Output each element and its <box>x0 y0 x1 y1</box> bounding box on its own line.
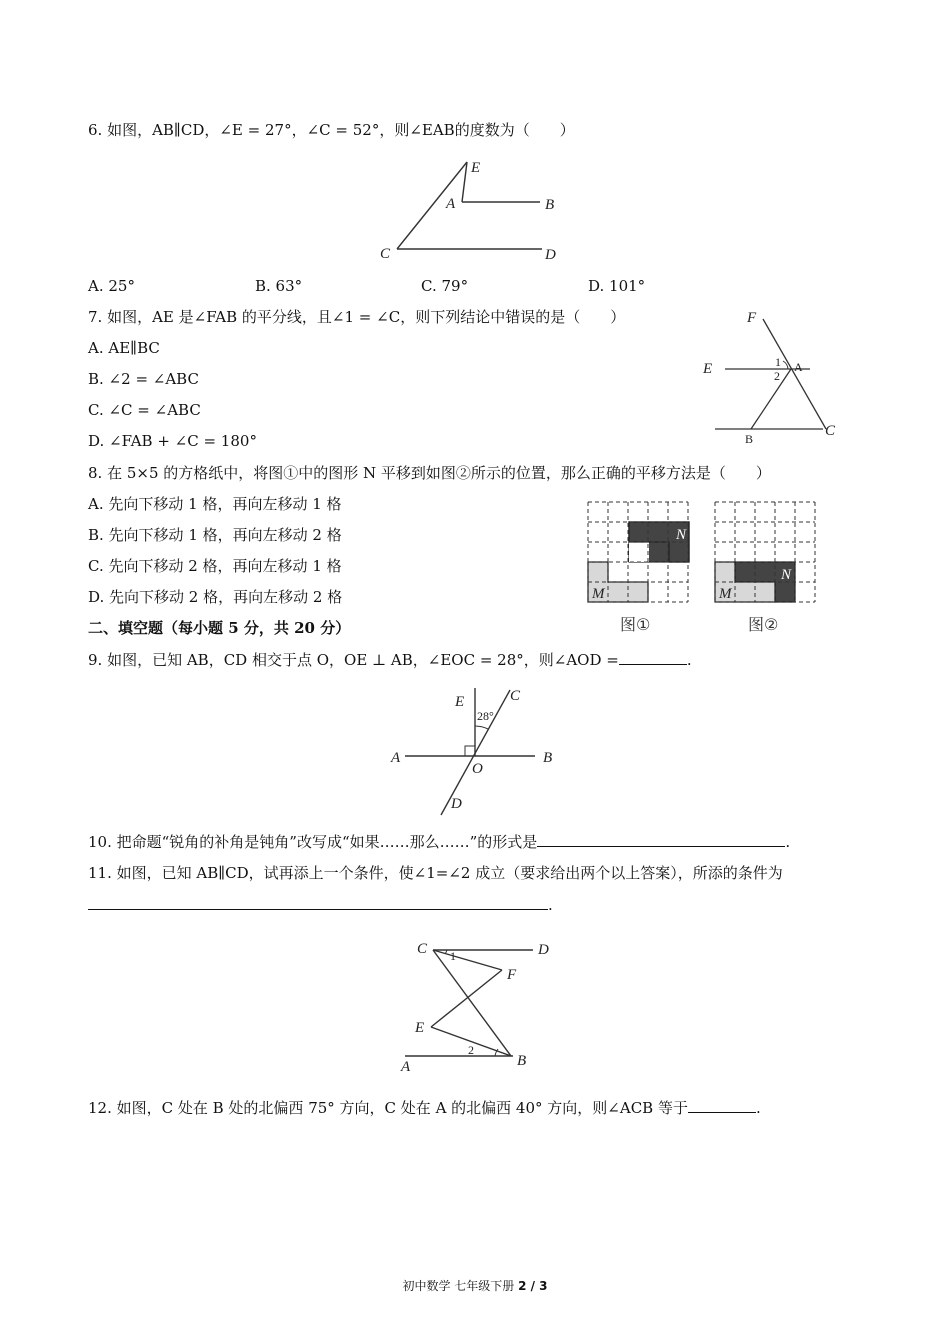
q11-label-2: 2 <box>468 1043 474 1057</box>
q10-answer-blank[interactable] <box>537 832 785 847</box>
q7-label-b: B <box>745 432 754 446</box>
q8-option-b: B. 先向下移动 1 格，再向左移动 2 格 <box>88 526 342 544</box>
q11-label-1: 1 <box>450 949 456 963</box>
q7-label-a: A <box>794 360 803 374</box>
q6-label-c: C <box>380 246 391 262</box>
q7-label-f: F <box>747 310 757 326</box>
q6-label-d: D <box>545 247 556 263</box>
q8-option-a: A. 先向下移动 1 格，再向左移动 1 格 <box>88 495 342 513</box>
q7-option-c: C. ∠C = ∠ABC <box>88 401 201 419</box>
q11-label-d: D <box>538 942 549 958</box>
q11-answer-blank[interactable] <box>88 895 548 910</box>
q7-label-1: 1 <box>775 355 781 369</box>
q8-fig2-label-n: N <box>781 567 792 583</box>
q7-label-2: 2 <box>774 369 780 383</box>
q12-line <box>88 1098 761 1118</box>
q9-label-o: O <box>472 761 483 777</box>
q9-figure <box>385 680 565 820</box>
q9-label-d: D <box>451 796 462 812</box>
q11-answer-line <box>88 895 553 915</box>
q12-stem: 12. 如图，C 处在 B 处的北偏西 75° 方向，C 处在 A 的北偏西 40° 方向，则∠ACB 等于 <box>88 1099 688 1117</box>
q9-label-b: B <box>543 750 553 766</box>
q9-label-28: 28° <box>477 709 494 723</box>
q8-fig2-label-m: M <box>719 586 732 602</box>
q9-stem: 9. 如图，已知 AB，CD 相交于点 O，OE ⊥ AB，∠EOC = 28°，则∠AOD = <box>88 651 619 669</box>
q11-label-f: F <box>507 967 517 983</box>
q11-end: . <box>548 896 553 914</box>
q6-figure <box>370 152 570 267</box>
q9-line <box>88 650 692 670</box>
q10-line <box>88 832 790 852</box>
q7-stem: 7. 如图，AE 是∠FAB 的平分线，且∠1 = ∠C，则下列结论中错误的是（ ） <box>88 308 626 326</box>
q8-caption-1: 图① <box>620 615 651 634</box>
q7-option-a: A. AE∥BC <box>88 339 160 357</box>
q6-option-a: A. 25° <box>88 277 135 295</box>
q7-option-b: B. ∠2 = ∠ABC <box>88 370 199 388</box>
q8-fig1-label-n: N <box>676 527 687 543</box>
q9-end: . <box>686 651 692 669</box>
q12-end: . <box>755 1099 761 1117</box>
q6-option-d: D. 101° <box>588 277 646 295</box>
page-footer <box>0 1277 950 1294</box>
footer-text: 初中数学 七年级下册 <box>402 1279 519 1293</box>
q12-answer-blank[interactable] <box>688 1098 756 1113</box>
q11-label-c: C <box>417 941 428 957</box>
footer-page: 2 / 3 <box>518 1279 548 1293</box>
q10-end: . <box>785 833 791 851</box>
q8-caption-2: 图② <box>748 615 779 634</box>
q9-label-e: E <box>455 694 465 710</box>
q8-fig1-label-m: M <box>592 586 605 602</box>
q11-figure <box>395 935 565 1075</box>
q6-label-a: A <box>446 196 456 212</box>
q7-option-d: D. ∠FAB + ∠C = 180° <box>88 432 257 450</box>
q6-stem: 6. 如图，AB∥CD，∠E = 27°，∠C = 52°，则∠EAB的度数为（ ） <box>88 121 575 139</box>
q11-label-b: B <box>517 1053 527 1069</box>
q9-answer-blank[interactable] <box>619 650 687 665</box>
q8-grid-1 <box>588 502 689 602</box>
q6-label-b: B <box>545 197 555 213</box>
q7-label-c: C <box>825 423 836 439</box>
q8-option-c: C. 先向下移动 2 格，再向左移动 1 格 <box>88 557 342 575</box>
q6-label-e: E <box>471 160 481 176</box>
q8-grid-2 <box>715 502 815 602</box>
q9-label-a: A <box>391 750 401 766</box>
q7-figure <box>695 305 845 450</box>
q10-stem: 10. 把命题“锐角的补角是钝角”改写成“如果……那么……”的形式是 <box>88 833 538 851</box>
q11-label-e: E <box>415 1020 425 1036</box>
q8-figure <box>580 498 830 643</box>
q8-option-d: D. 先向下移动 2 格，再向左移动 2 格 <box>88 588 343 606</box>
q9-label-c: C <box>510 688 521 704</box>
q6-option-c: C. 79° <box>421 277 469 295</box>
q6-option-b: B. 63° <box>255 277 303 295</box>
q7-label-e: E <box>703 361 713 377</box>
q11-label-a: A <box>401 1059 411 1075</box>
section-2-title: 二、填空题（每小题 5 分，共 20 分） <box>88 619 351 637</box>
q11-stem: 11. 如图，已知 AB∥CD，试再添上一个条件，使∠1=∠2 成立（要求给出两个以上答案），所添的条件为 <box>88 864 783 882</box>
q8-stem: 8. 在 5×5 的方格纸中，将图①中的图形 N 平移到如图②所示的位置，那么正确的平移方法是（ ） <box>88 464 771 482</box>
